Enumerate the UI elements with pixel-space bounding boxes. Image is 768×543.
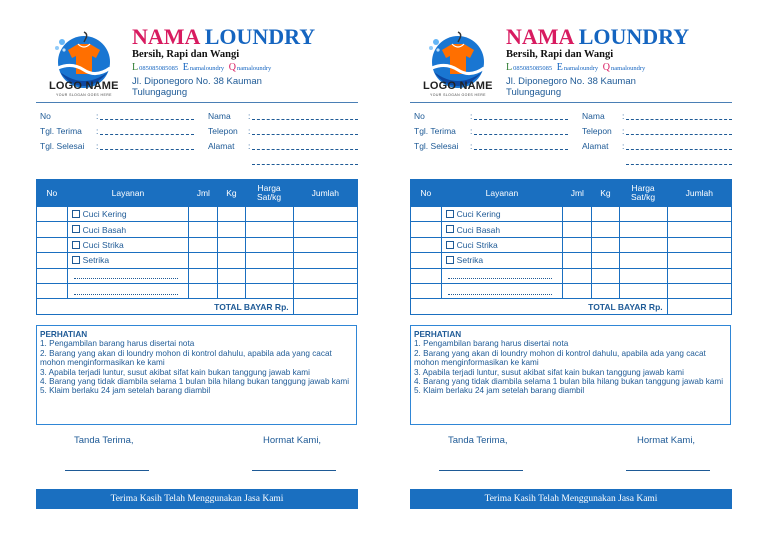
cell-jumlah[interactable] bbox=[293, 237, 357, 252]
logo-name: LOGO NAME bbox=[49, 80, 119, 92]
address-line-2: Tulungagung bbox=[506, 87, 562, 98]
cell-jml[interactable] bbox=[563, 268, 592, 283]
address-line-1: Jl. Diponegoro No. 38 Kauman bbox=[132, 76, 262, 87]
laundry-receipt bbox=[410, 0, 736, 543]
blank-service-line bbox=[74, 286, 178, 295]
address bbox=[132, 76, 332, 98]
cell-jumlah[interactable] bbox=[293, 268, 357, 283]
cell-jml[interactable] bbox=[189, 222, 218, 237]
cell-jml[interactable] bbox=[189, 268, 218, 283]
table-row bbox=[411, 268, 732, 283]
signature-sender-line bbox=[252, 470, 336, 471]
cell-kg[interactable] bbox=[218, 237, 245, 252]
cell-harga[interactable] bbox=[245, 207, 293, 222]
address-line-2: Tulungagung bbox=[132, 87, 188, 98]
cell-harga[interactable] bbox=[619, 222, 667, 237]
field-label: Nama bbox=[208, 111, 231, 121]
cell-kg[interactable] bbox=[592, 222, 619, 237]
cell-harga[interactable] bbox=[619, 253, 667, 268]
field-label: Alamat bbox=[582, 141, 609, 151]
note-item: 1. Pengambilan barang harus disertai nota bbox=[414, 339, 569, 349]
contact-email: namaloundry bbox=[563, 65, 599, 72]
table-row bbox=[37, 222, 358, 237]
service-label: Cuci Strika bbox=[456, 239, 498, 250]
cell-jumlah[interactable] bbox=[667, 207, 731, 222]
total-label: TOTAL BAYAR Rp. bbox=[411, 299, 668, 314]
service-label: Cuci Basah bbox=[456, 224, 501, 235]
cell-no[interactable] bbox=[411, 237, 442, 252]
footer-banner: Terima Kasih Telah Menggunakan Jasa Kami bbox=[36, 489, 358, 509]
blank-service-line bbox=[448, 270, 552, 279]
cell-kg[interactable] bbox=[592, 253, 619, 268]
cell-jumlah[interactable] bbox=[293, 253, 357, 268]
cell-harga[interactable] bbox=[245, 283, 293, 298]
cell-no[interactable] bbox=[37, 207, 68, 222]
social-icon: Q bbox=[228, 62, 236, 73]
note-item: 3. Apabila terjadi luntur, susut akibat sifat kain bukan tanggung jawab kami bbox=[40, 367, 310, 377]
cell-service bbox=[441, 237, 563, 252]
col-header-layanan: Layanan bbox=[67, 180, 189, 207]
brand-word-1: NAMA bbox=[506, 24, 574, 49]
field-label: Telepon bbox=[582, 126, 612, 136]
services-table bbox=[36, 179, 358, 315]
note-item: 3. Apabila terjadi luntur, susut akibat sifat kain bukan tanggung jawab kami bbox=[414, 367, 684, 377]
logo-slogan: YOUR SLOGAN GOES HERE bbox=[430, 93, 486, 97]
cell-jumlah[interactable] bbox=[293, 222, 357, 237]
contact-phone: 085085085085 bbox=[139, 65, 179, 72]
table-row bbox=[411, 222, 732, 237]
cell-kg[interactable] bbox=[592, 283, 619, 298]
cell-jml[interactable] bbox=[563, 237, 592, 252]
field-nama-input[interactable] bbox=[626, 111, 732, 120]
service-label: Cuci Strika bbox=[82, 239, 124, 250]
table-row bbox=[411, 237, 732, 252]
field-label: Tgl. Terima bbox=[40, 126, 82, 136]
table-row bbox=[37, 268, 358, 283]
cell-kg[interactable] bbox=[592, 207, 619, 222]
notes-box bbox=[36, 325, 357, 425]
cell-jml[interactable] bbox=[563, 207, 592, 222]
colon: : bbox=[96, 126, 99, 136]
field-alamat-input[interactable] bbox=[626, 141, 732, 150]
table-row bbox=[37, 283, 358, 298]
service-label: Setrika bbox=[456, 255, 484, 266]
cell-service bbox=[441, 253, 563, 268]
brand-word-2: LOUNDRY bbox=[204, 24, 316, 49]
cell-service bbox=[67, 253, 189, 268]
col-header-no: No bbox=[37, 180, 68, 207]
brand-word-1: NAMA bbox=[132, 24, 200, 49]
cell-jml[interactable] bbox=[563, 283, 592, 298]
cell-service bbox=[67, 222, 189, 237]
col-header-jumlah: Jumlah bbox=[293, 180, 357, 207]
phone-icon: L bbox=[506, 62, 513, 73]
contact-row bbox=[506, 62, 648, 73]
colon: : bbox=[470, 126, 473, 136]
cell-harga[interactable] bbox=[619, 283, 667, 298]
colon: : bbox=[248, 141, 251, 151]
note-item: 5. Klaim berlaku 24 jam setelah barang diambil bbox=[414, 386, 585, 396]
social-icon: Q bbox=[602, 62, 610, 73]
col-header-kg: Kg bbox=[218, 180, 245, 207]
cell-no[interactable] bbox=[411, 207, 442, 222]
signature-sender-label: Hormat Kami, bbox=[263, 435, 322, 446]
notes-title: PERHATIAN bbox=[40, 330, 88, 339]
table-header-row bbox=[37, 180, 358, 207]
col-header-kg: Kg bbox=[592, 180, 619, 207]
brand-word-2: LOUNDRY bbox=[578, 24, 690, 49]
note-item: 4. Barang yang tidak diambila selama 1 bulan bila hilang bukan tanggung jawab kami bbox=[40, 377, 350, 387]
cell-jumlah[interactable] bbox=[667, 268, 731, 283]
cell-jumlah[interactable] bbox=[667, 283, 731, 298]
field-label: No bbox=[414, 111, 425, 121]
cell-no[interactable] bbox=[411, 268, 442, 283]
cell-harga[interactable] bbox=[245, 222, 293, 237]
field-tgl-terima-input[interactable] bbox=[100, 126, 194, 135]
cell-no[interactable] bbox=[37, 237, 68, 252]
cell-jml[interactable] bbox=[189, 237, 218, 252]
cell-no[interactable] bbox=[411, 283, 442, 298]
cell-service bbox=[441, 207, 563, 222]
cell-jumlah[interactable] bbox=[667, 237, 731, 252]
colon: : bbox=[622, 141, 625, 151]
cell-jumlah[interactable] bbox=[667, 253, 731, 268]
cell-harga[interactable] bbox=[619, 268, 667, 283]
col-header-harga: Harga Sat/kg bbox=[245, 180, 293, 207]
checkbox-icon[interactable] bbox=[446, 210, 454, 218]
contact-phone: 085085085085 bbox=[513, 65, 553, 72]
signature-receiver-label: Tanda Terima, bbox=[74, 435, 134, 446]
tagline: Bersih, Rapi dan Wangi bbox=[506, 49, 614, 60]
cell-jumlah[interactable] bbox=[293, 283, 357, 298]
email-icon: E bbox=[556, 62, 563, 73]
col-header-harga: Harga Sat/kg bbox=[619, 180, 667, 207]
field-alamat-input[interactable] bbox=[252, 141, 358, 150]
colon: : bbox=[248, 111, 251, 121]
cell-service-blank[interactable] bbox=[441, 268, 563, 283]
cell-jml[interactable] bbox=[189, 253, 218, 268]
cell-harga[interactable] bbox=[619, 207, 667, 222]
table-row bbox=[411, 283, 732, 298]
signature-sender-label: Hormat Kami, bbox=[637, 435, 696, 446]
signature-receiver-label: Tanda Terima, bbox=[448, 435, 508, 446]
col-header-jml: Jml bbox=[189, 180, 218, 207]
cell-harga[interactable] bbox=[245, 237, 293, 252]
cell-kg[interactable] bbox=[592, 237, 619, 252]
colon: : bbox=[96, 111, 99, 121]
note-item: 5. Klaim berlaku 24 jam setelah barang diambil bbox=[40, 386, 211, 396]
service-label: Cuci Kering bbox=[82, 209, 127, 220]
checkbox-icon[interactable] bbox=[72, 241, 80, 249]
total-value[interactable] bbox=[293, 299, 357, 314]
field-nama-input[interactable] bbox=[252, 111, 358, 120]
cell-no[interactable] bbox=[37, 222, 68, 237]
total-value[interactable] bbox=[667, 299, 731, 314]
checkbox-icon[interactable] bbox=[72, 210, 80, 218]
checkbox-icon[interactable] bbox=[72, 256, 80, 264]
table-header-row bbox=[411, 180, 732, 207]
email-icon: E bbox=[182, 62, 189, 73]
address-line-1: Jl. Diponegoro No. 38 Kauman bbox=[506, 76, 636, 87]
table-row bbox=[411, 253, 732, 268]
contact-row bbox=[132, 62, 274, 73]
note-item: 1. Pengambilan barang harus disertai nota bbox=[40, 339, 195, 349]
cell-no[interactable] bbox=[411, 253, 442, 268]
total-row bbox=[37, 299, 358, 314]
table-row bbox=[411, 207, 732, 222]
laundry-receipt bbox=[36, 0, 362, 543]
contact-social: namaloundry bbox=[611, 65, 646, 72]
colon: : bbox=[96, 141, 99, 151]
table-row bbox=[37, 253, 358, 268]
header-divider bbox=[36, 102, 358, 103]
cell-kg[interactable] bbox=[218, 283, 245, 298]
cell-harga[interactable] bbox=[245, 253, 293, 268]
cell-harga[interactable] bbox=[245, 268, 293, 283]
table-row bbox=[37, 237, 358, 252]
field-alamat-input-2[interactable] bbox=[252, 156, 358, 165]
cell-jml[interactable] bbox=[189, 283, 218, 298]
table-row bbox=[37, 207, 358, 222]
service-label: Cuci Kering bbox=[456, 209, 501, 220]
logo-name: LOGO NAME bbox=[423, 80, 493, 92]
colon: : bbox=[470, 111, 473, 121]
cell-kg[interactable] bbox=[218, 207, 245, 222]
cell-service-blank[interactable] bbox=[67, 268, 189, 283]
cell-service bbox=[67, 237, 189, 252]
colon: : bbox=[470, 141, 473, 151]
field-label: No bbox=[40, 111, 51, 121]
col-header-jml: Jml bbox=[563, 180, 592, 207]
cell-kg[interactable] bbox=[592, 268, 619, 283]
signature-sender-line bbox=[626, 470, 710, 471]
field-alamat-input-2[interactable] bbox=[626, 156, 732, 165]
cell-kg[interactable] bbox=[218, 253, 245, 268]
field-label: Tgl. Terima bbox=[414, 126, 456, 136]
blank-service-line bbox=[448, 286, 552, 295]
cell-jml[interactable] bbox=[563, 222, 592, 237]
services-table bbox=[410, 179, 732, 315]
checkbox-icon[interactable] bbox=[446, 256, 454, 264]
contact-email: namaloundry bbox=[189, 65, 225, 72]
field-no-input[interactable] bbox=[474, 111, 568, 120]
cell-service bbox=[441, 222, 563, 237]
col-header-no: No bbox=[411, 180, 442, 207]
field-label: Nama bbox=[582, 111, 605, 121]
cell-service bbox=[67, 207, 189, 222]
cell-no[interactable] bbox=[37, 283, 68, 298]
field-label: Telepon bbox=[208, 126, 238, 136]
cell-harga[interactable] bbox=[619, 237, 667, 252]
field-label: Tgl. Selesai bbox=[414, 141, 459, 151]
address bbox=[506, 76, 706, 98]
service-label: Setrika bbox=[82, 255, 110, 266]
cell-jumlah[interactable] bbox=[667, 222, 731, 237]
field-label: Tgl. Selesai bbox=[40, 141, 85, 151]
tagline: Bersih, Rapi dan Wangi bbox=[132, 49, 240, 60]
signature-receiver-line bbox=[65, 470, 149, 471]
note-item: 2. Barang yang akan di loundry mohon di kontrol dahulu, apabila ada yang cacat mohon menginformasikan ke kami bbox=[414, 348, 706, 368]
signature-receiver-line bbox=[439, 470, 523, 471]
notes-box bbox=[410, 325, 731, 425]
field-tgl-selesai-input[interactable] bbox=[100, 141, 194, 150]
cell-service-blank[interactable] bbox=[441, 283, 563, 298]
cell-kg[interactable] bbox=[218, 268, 245, 283]
note-item: 2. Barang yang akan di loundry mohon di kontrol dahulu, apabila ada yang cacat mohon menginformasikan ke kami bbox=[40, 348, 332, 368]
checkbox-icon[interactable] bbox=[446, 241, 454, 249]
service-label: Cuci Basah bbox=[82, 224, 127, 235]
blank-service-line bbox=[74, 270, 178, 279]
cell-kg[interactable] bbox=[218, 222, 245, 237]
notes-title: PERHATIAN bbox=[414, 330, 462, 339]
brand-title bbox=[506, 26, 689, 48]
header-divider bbox=[410, 102, 732, 103]
cell-jumlah[interactable] bbox=[293, 207, 357, 222]
total-label: TOTAL BAYAR Rp. bbox=[37, 299, 294, 314]
cell-service-blank[interactable] bbox=[67, 283, 189, 298]
checkbox-icon[interactable] bbox=[72, 225, 80, 233]
cell-jml[interactable] bbox=[189, 207, 218, 222]
col-header-layanan: Layanan bbox=[441, 180, 563, 207]
field-telepon-input[interactable] bbox=[252, 126, 358, 135]
phone-icon: L bbox=[132, 62, 139, 73]
contact-social: namaloundry bbox=[237, 65, 272, 72]
colon: : bbox=[248, 126, 251, 136]
cell-no[interactable] bbox=[37, 253, 68, 268]
cell-jml[interactable] bbox=[563, 253, 592, 268]
colon: : bbox=[622, 111, 625, 121]
logo-slogan: YOUR SLOGAN GOES HERE bbox=[56, 93, 112, 97]
field-no-input[interactable] bbox=[100, 111, 194, 120]
footer-banner: Terima Kasih Telah Menggunakan Jasa Kami bbox=[410, 489, 732, 509]
total-row bbox=[411, 299, 732, 314]
note-item: 4. Barang yang tidak diambila selama 1 bulan bila hilang bukan tanggung jawab kami bbox=[414, 377, 724, 387]
brand-title bbox=[132, 26, 315, 48]
field-label: Alamat bbox=[208, 141, 235, 151]
col-header-jumlah: Jumlah bbox=[667, 180, 731, 207]
cell-no[interactable] bbox=[411, 222, 442, 237]
checkbox-icon[interactable] bbox=[446, 225, 454, 233]
cell-no[interactable] bbox=[37, 268, 68, 283]
field-tgl-terima-input[interactable] bbox=[474, 126, 568, 135]
field-tgl-selesai-input[interactable] bbox=[474, 141, 568, 150]
colon: : bbox=[622, 126, 625, 136]
field-telepon-input[interactable] bbox=[626, 126, 732, 135]
